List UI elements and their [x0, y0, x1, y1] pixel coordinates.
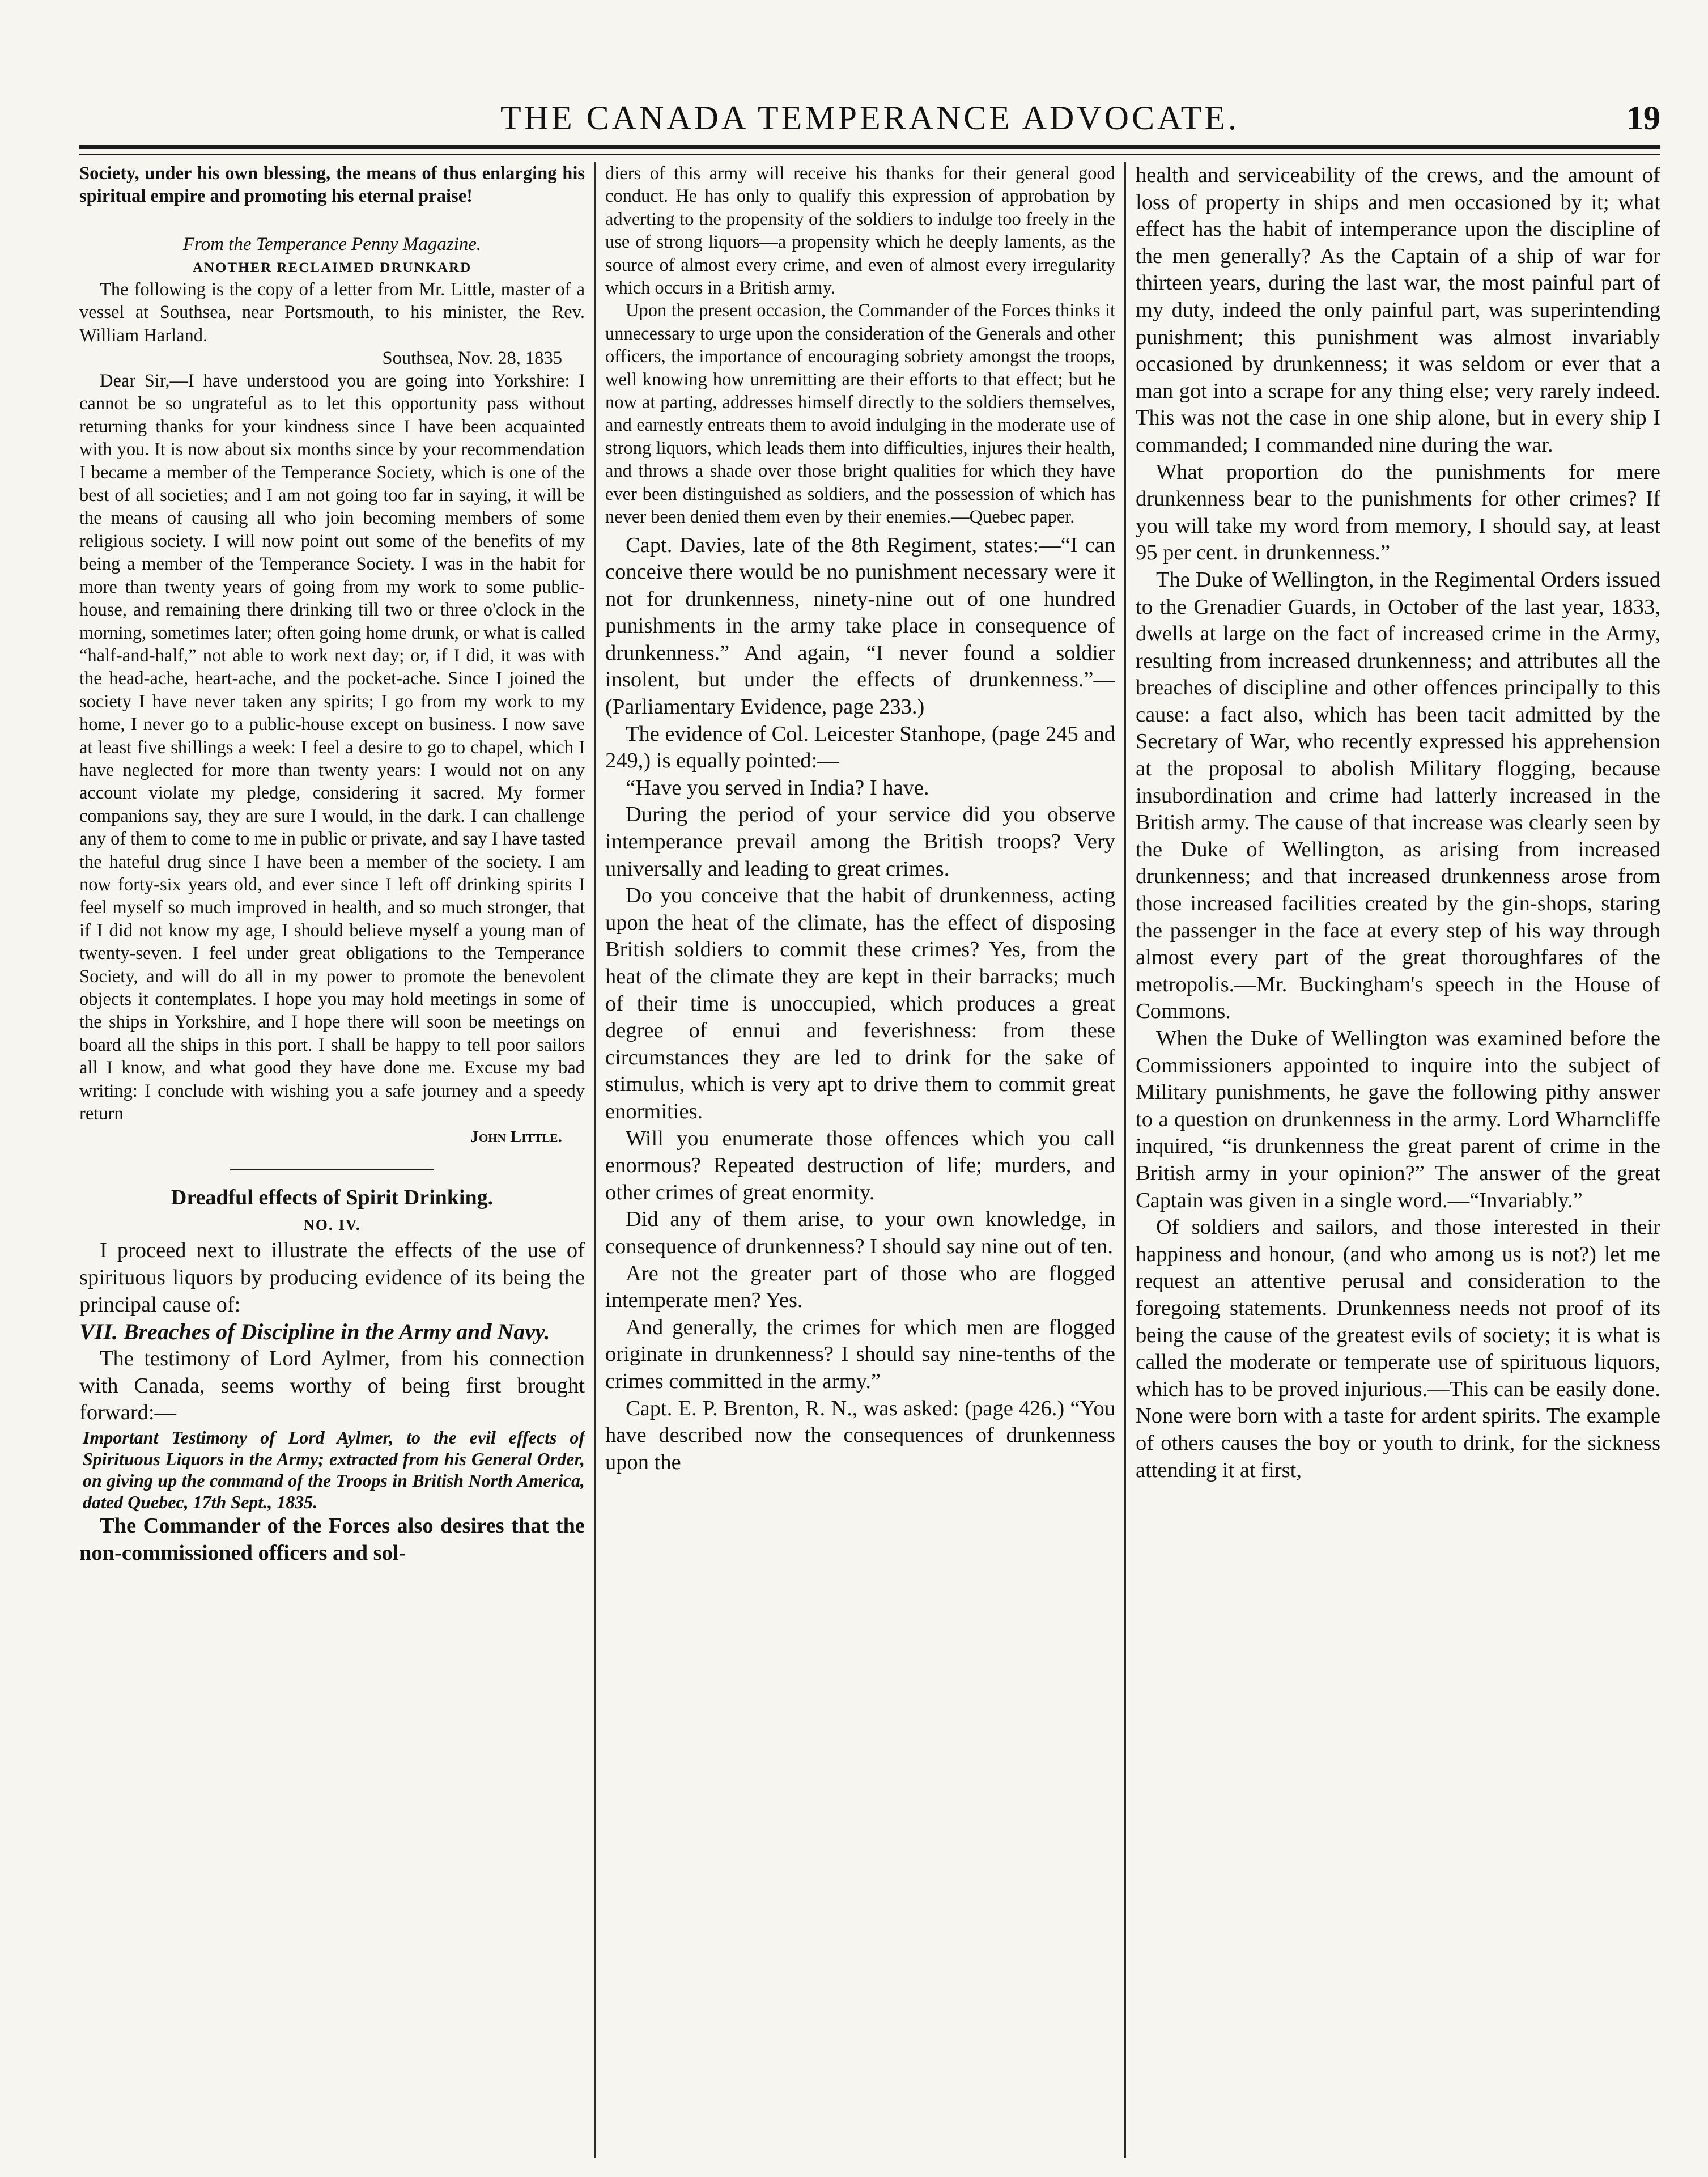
column-divider [594, 162, 596, 2158]
page-number: 19 [1626, 99, 1660, 137]
paragraph: Society, under his own blessing, the means of thus enlarging his spiritual empire and promoting his eternal praise! [79, 163, 585, 207]
section-heading: VII. Breaches of Discipline in the Army and Navy. [79, 1319, 550, 1345]
paragraph: Of soldiers and sailors, and those interested in their happiness and honour, (and who among us is not?) let me request an attentive perusal and consideration to the foregoing statements. Drunkenness needs not proof of its being the cause of the greatest evils of society; it is what is called the moderate or temperate use of spirituous liquors, which has to be proved injurious.—This can be easily done. None were born with a taste for ardent spirits. The example of others causes the boy or youth to drink, for the sickness attending it at first, [1136, 1215, 1660, 1482]
paragraph: During the period of your service did you observe intemperance prevail among the British troops? Very universally and leading to great crimes. [605, 803, 1115, 881]
letter-signature: John Little. [470, 1127, 562, 1147]
article-source: From the Temperance Penny Magazine. [182, 234, 482, 254]
paragraph: Capt. E. P. Brenton, R. N., was asked: (page 426.) “You have described now the consequences of drunkenness upon the [605, 1396, 1115, 1474]
paragraph: When the Duke of Wellington was examined before the Commissioners appointed to inquire into the subject of Military punishments, he gave the following pithy answer to a question on drunkenness in the army. Lord Wharncliffe inquired, “is drunkenness the great parent of crime in the British army in your opinion?” The answer of the great Captain was given in a single word.—“Invariably.” [1136, 1026, 1660, 1212]
header-rule-thin [79, 154, 1660, 155]
paragraph: The Commander of the Forces also desires that the non-commissioned officers and sol- [79, 1514, 585, 1565]
paragraph: Capt. Davies, late of the 8th Regiment, states:—“I can conceive there would be no punishment necessary were it not for drunkenness, ninety-nine out of one hundred punishments in the army take place in consequence of drunkenness.” And again, “I never found a soldier insolent, but under the effects of drunkenness.”—(Parliamentary Evidence, page 233.) [605, 533, 1115, 719]
section-divider [230, 1169, 434, 1170]
column-2 [605, 162, 1115, 2158]
paragraph: What proportion do the punishments for mere drunkenness bear to the punishments for other crimes? If you will take my word from memory, I should say, at least 95 per cent. in drunkenness.” [1136, 460, 1660, 565]
paragraph: health and serviceability of the crews, and the amount of loss of property in ships and men occasioned by it; what effect has the habit of intemperance upon the discipline of the men generally? As the Captain of a ship of war for thirteen years, during the last war, the most painful part of my duty, indeed the only painful part, was superintending punishment; this punishment was almost invariably occasioned by drunkenness; it was seldom or ever that a man got into a scrape for any thing else; very rarely indeed. This was not the case in one ship alone, but in every ship I commanded; I commanded nine during the war. [1136, 163, 1660, 457]
paragraph: I proceed next to illustrate the effects of the use of spirituous liquors by producing evidence of its being the principal cause of: [79, 1238, 585, 1317]
page-header [79, 95, 1660, 146]
paragraph: Upon the present occasion, the Commander of the Forces thinks it unnecessary to urge upon the consideration of the Generals and other officers, the importance of encouraging sobriety amongst the troops, well knowing how unremitting are their efforts to that effect; but he now at parting, addresses himself directly to the soldiers themselves, and earnestly entreats them to avoid indulging in the moderate use of strong liquors, which leads them into difficulties, injures their health, and throws a shade over those bright qualities for which they have ever been distinguished as soldiers, and the possession of which has never been denied them even by their enemies.—Quebec paper. [605, 300, 1115, 528]
paragraph: Will you enumerate those offences which you call enormous? Repeated destruction of life; murders, and other crimes of great enormity. [605, 1126, 1115, 1204]
paragraph: The Duke of Wellington, in the Regimental Orders issued to the Grenadier Guards, in October of the last year, 1833, dwells at large on the fact of increased crime in the Army, resulting from increased drunkenness; and attributes all the breaches of discipline and other offences principally to this cause: a fact also, which has been tacit admitted by the Secretary of War, who recently expressed his apprehension at the proposal to abolish Military flogging, because insubordination and crime had latterly increased in the British army. The cause of that increase was clearly seen by the Duke of Wellington, as arising from increased drunkenness; and that increased drunkenness arose from those increased facilities created by the gin-shops, staring the passenger in the face at every step of his way through almost every part of the great thoroughfares of the metropolis.—Mr. Buckingham's speech in the House of Commons. [1136, 567, 1660, 1024]
paragraph: diers of this army will receive his thanks for their general good conduct. He has only to qualify this expression of approbation by adverting to the propensity of the soldiers to indulge too freely in the use of strong liquors—a propensity which he deeply laments, as the source of almost every crime, and even of almost every irregularity which occurs in a British army. [605, 163, 1115, 299]
paragraph: “Have you served in India? I have. [626, 775, 929, 800]
column-divider [1124, 162, 1126, 2158]
article-headline: Dreadful effects of Spirit Drinking. [171, 1186, 494, 1210]
paragraph: Do you conceive that the habit of drunkenness, acting upon the heat of the climate, has the effect of disposing British soldiers to commit these crimes? Yes, from the heat of the climate they are kept in their barracks; much of their time is unoccupied, which produces a great degree of ennui and feverishness: from these circumstances they are led to drink for the sake of stimulus, which is very apt to drive them to commit great enormities. [605, 884, 1115, 1123]
paragraph: Did any of them arise, to your own knowledge, in consequence of drunkenness? I should say nine out of ten. [605, 1207, 1115, 1258]
column-3 [1136, 162, 1660, 2158]
article-number: NO. IV. [303, 1216, 361, 1234]
paragraph: The evidence of Col. Leicester Stanhope, (page 245 and 249,) is equally pointed:— [605, 722, 1115, 773]
paragraph: The following is the copy of a letter from Mr. Little, master of a vessel at Southsea, near Portsmouth, to his minister, the Rev. William Harland. [79, 279, 585, 346]
letter-dateline: Southsea, Nov. 28, 1835 [382, 348, 562, 369]
article-kicker: ANOTHER RECLAIMED DRUNKARD [192, 260, 472, 275]
testimony-heading: Important Testimony of Lord Aylmer, to the evil effects of Spirituous Liquors in the Army; extracted from his General Order, on giving up the command of the Troops in British North America, dated Quebec, 17th Sept., 1835. [83, 1427, 585, 1512]
letter-body: Dear Sir,—I have understood you are going into Yorkshire: I cannot be so ungrateful as to let this opportunity pass without returning thanks for your kindness since I have been acquainted with you. It is now about six months since by your recommendation I became a member of the Temperance Society, which is one of the best of all societies; and I am not going too far in saying, it will be the means of causing all who join becoming members of some religious society. I will now point out some of the benefits of my being a member of the Temperance Society. I was in the habit for more than twenty years of going from my work to some public-house, and remaining there drinking till two or three o'clock in the morning, sometimes later; often going home drunk, or what is called “half-and-half,” not able to work next day; or, if I did, it was with the head-ache, heart-ache, and the pocket-ache. Since I joined the society I have never taken any spirits; I go from my work to my home, I never go to a public-house except on business. I now save at least five shillings a week: I feel a desire to go to chapel, which I have neglected for more than twenty years: I would not on any account violate my pledge, considering it sacred. My former companions say, they are sure I would, in the dark. I can challenge any of them to come to me in public or private, and say I have tasted the hateful drug since I have been a member of the society. I am now forty-six years old, and ever since I left off drinking spirits I feel myself so much improved in health, and so much stronger, that if I did not know my age, I should believe myself a young man of twenty-seven. I feel under great obligations to the Temperance Society, and will do all in my power to promote the benevolent objects it contemplates. I hope you may hold meetings in some of the ships in Yorkshire, and I hope there will soon be meetings on board all the ships in this port. I shall be happy to tell poor sailors all I know, and what good they have done me. Excuse my bad writing: I conclude with wishing you a safe journey and a speedy return [79, 371, 585, 1124]
header-rule [79, 145, 1660, 149]
paragraph: The testimony of Lord Aylmer, from his connection with Canada, seems worthy of being first brought forward:— [79, 1347, 585, 1425]
running-title: THE CANADA TEMPERANCE ADVOCATE. [500, 99, 1239, 137]
paragraph: Are not the greater part of those who are flogged intemperate men? Yes. [605, 1261, 1115, 1313]
column-1 [79, 162, 585, 2158]
paragraph: And generally, the crimes for which men are flogged originate in drunkenness? I should say nine-tenths of the crimes committed in the army.” [605, 1315, 1115, 1393]
